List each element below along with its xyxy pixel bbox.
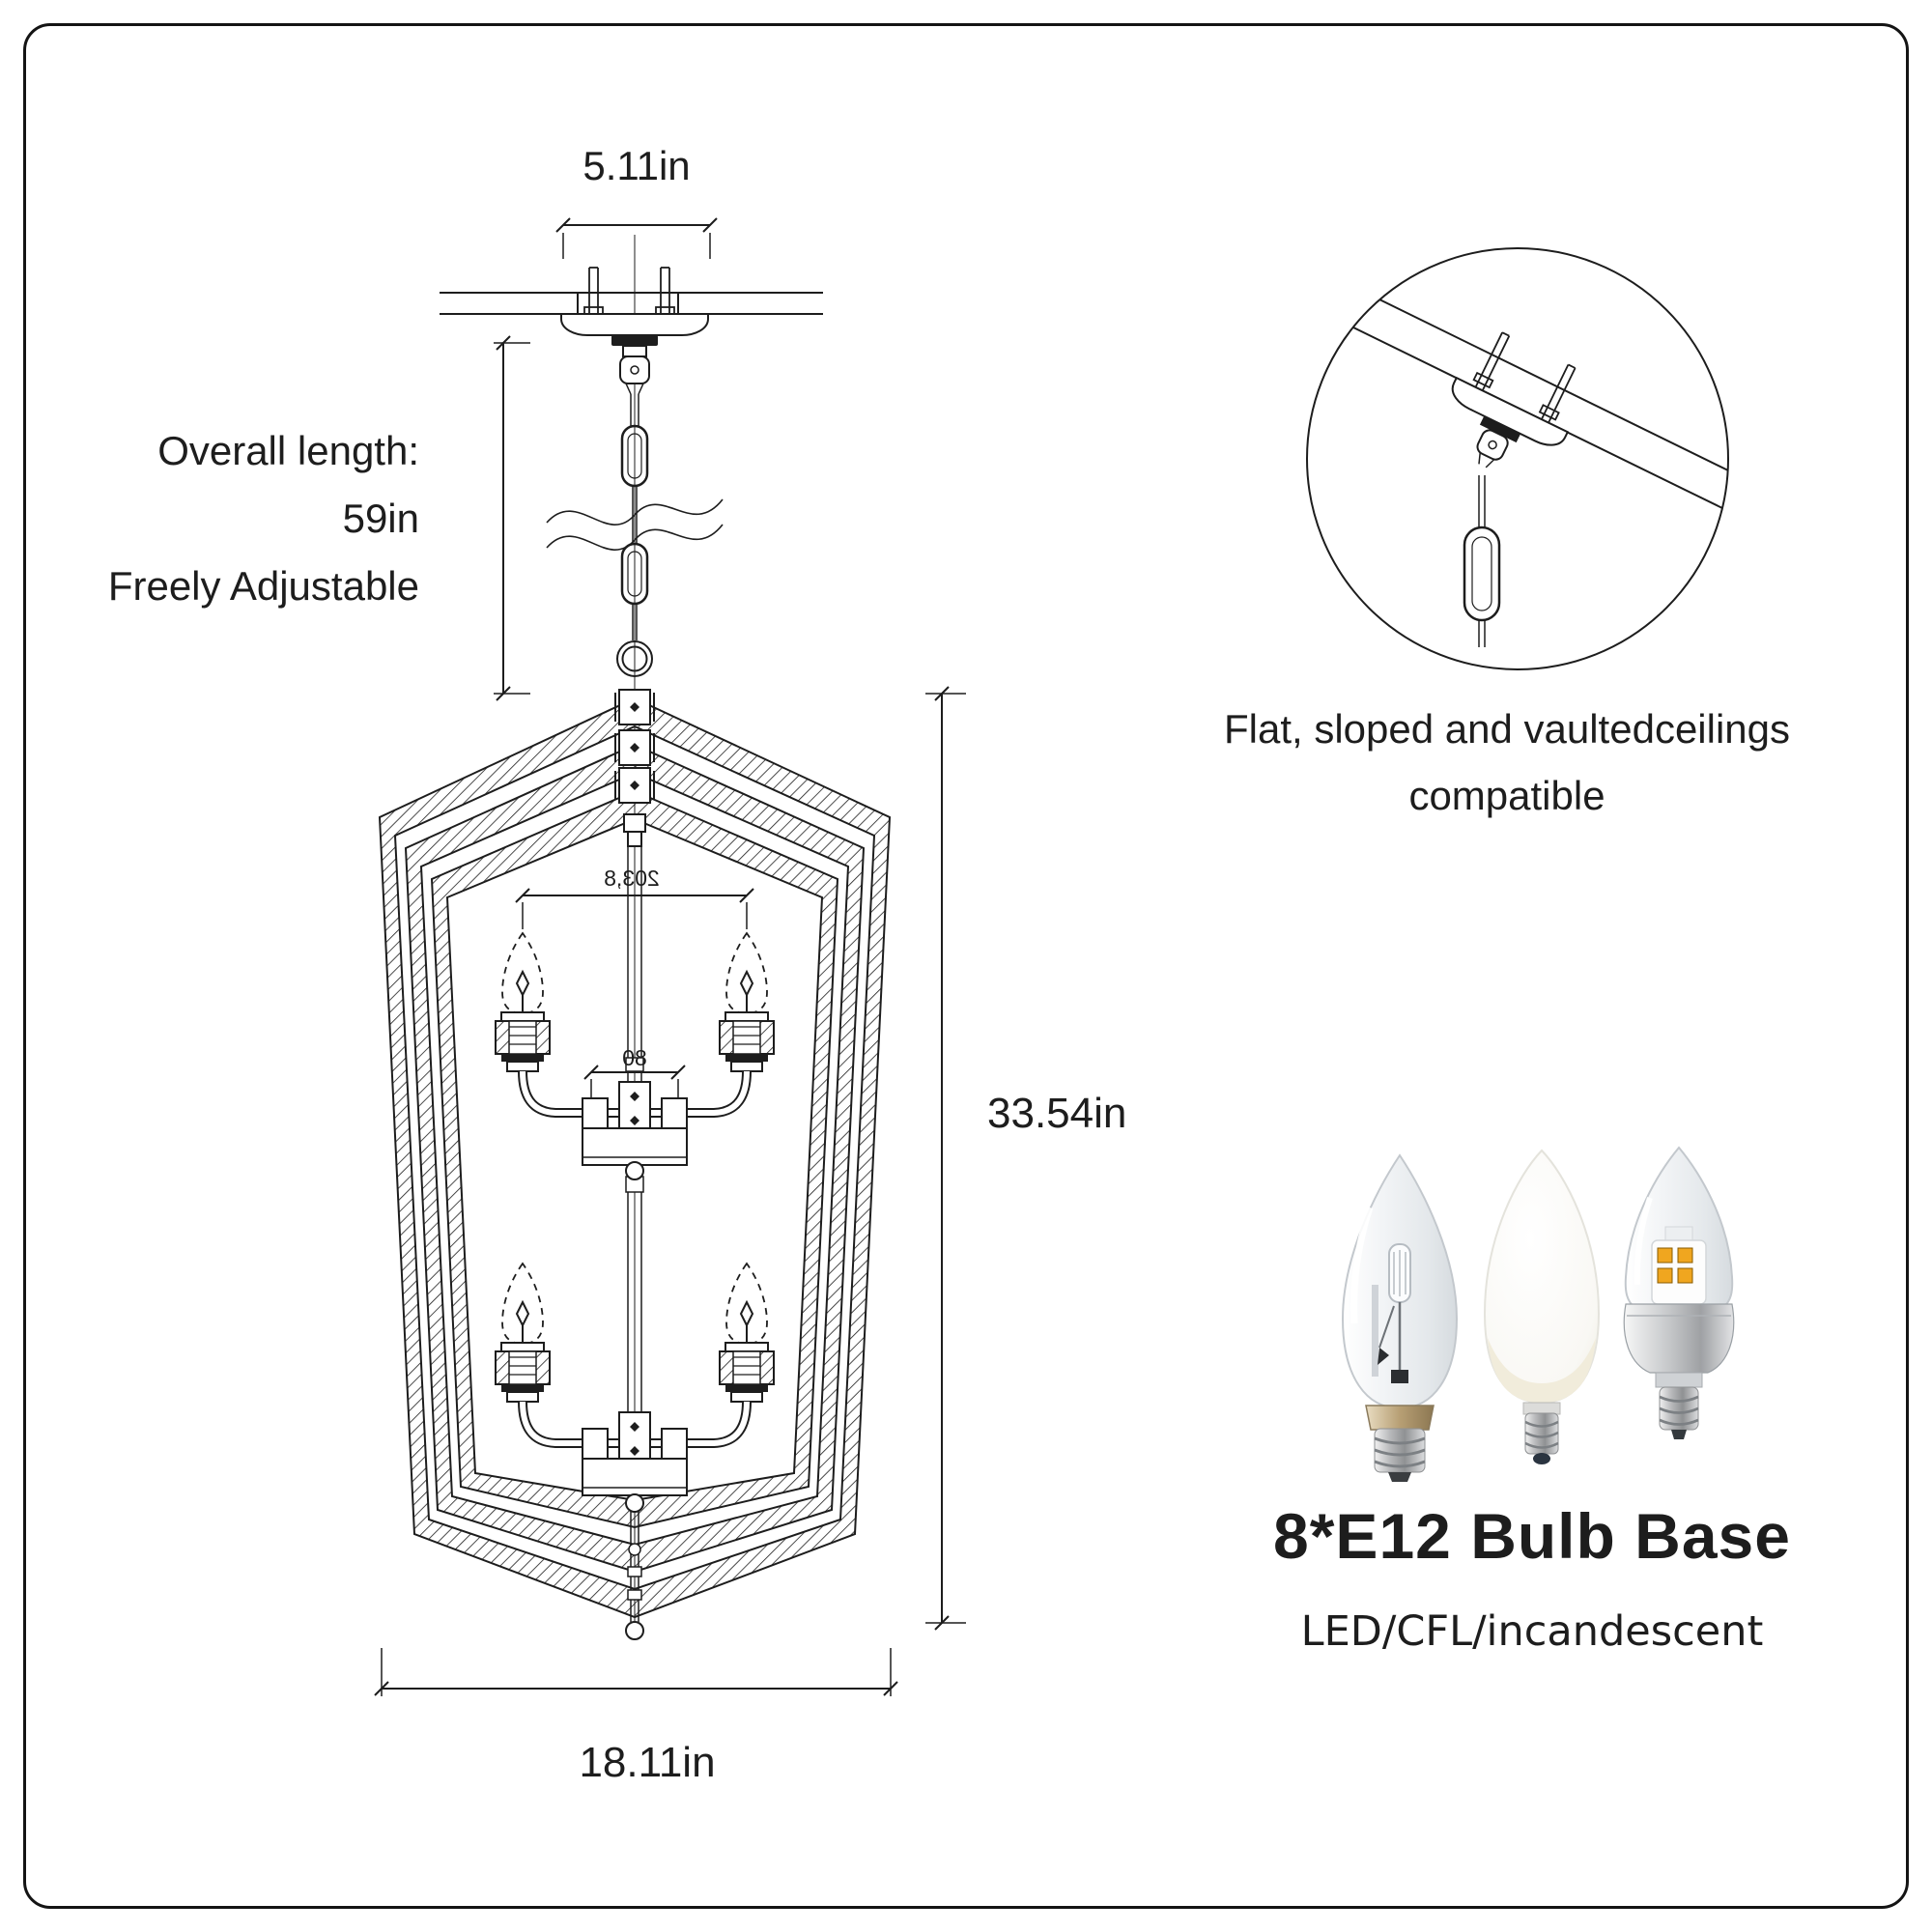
ceiling-mount-drawing xyxy=(440,268,823,394)
body-height-label: 33.54in xyxy=(987,1090,1127,1137)
overall-length-line3: Freely Adjustable xyxy=(107,563,419,609)
inset-sloped-ceiling-detail xyxy=(1307,248,1728,669)
dimension-canopy-width xyxy=(556,218,717,259)
body-width-label: 18.11in xyxy=(579,1739,716,1786)
dimension-body-width xyxy=(375,1648,897,1696)
bulb-types-subtitle: LED/CFL/incandescent xyxy=(1300,1607,1764,1656)
ceiling-compatibility-caption xyxy=(1034,696,1932,829)
hub-span-label-mirrored: 80 xyxy=(622,1045,647,1070)
halogen-clear-candle-bulb-image xyxy=(1343,1155,1457,1482)
canopy-width-label: 5.11in xyxy=(582,143,691,188)
overall-length-line1: Overall length: xyxy=(157,428,419,473)
led-clear-candle-bulb-image xyxy=(1624,1148,1733,1439)
dimension-overall-length xyxy=(494,336,530,700)
arm-span-label-mirrored: 203,8 xyxy=(604,866,660,891)
overall-length-line2: 59in xyxy=(342,496,419,541)
cfl-frosted-candle-bulb-image xyxy=(1485,1151,1599,1464)
caption-line2: compatible xyxy=(1408,773,1605,818)
overall-length-label xyxy=(108,417,419,620)
dimension-body-height xyxy=(925,687,966,1630)
caption-line1: Flat, sloped and vaultedceilings xyxy=(1223,706,1791,752)
bulb-base-title: 8*E12 Bulb Base xyxy=(1273,1500,1791,1572)
bulb-examples xyxy=(1343,1148,1734,1482)
